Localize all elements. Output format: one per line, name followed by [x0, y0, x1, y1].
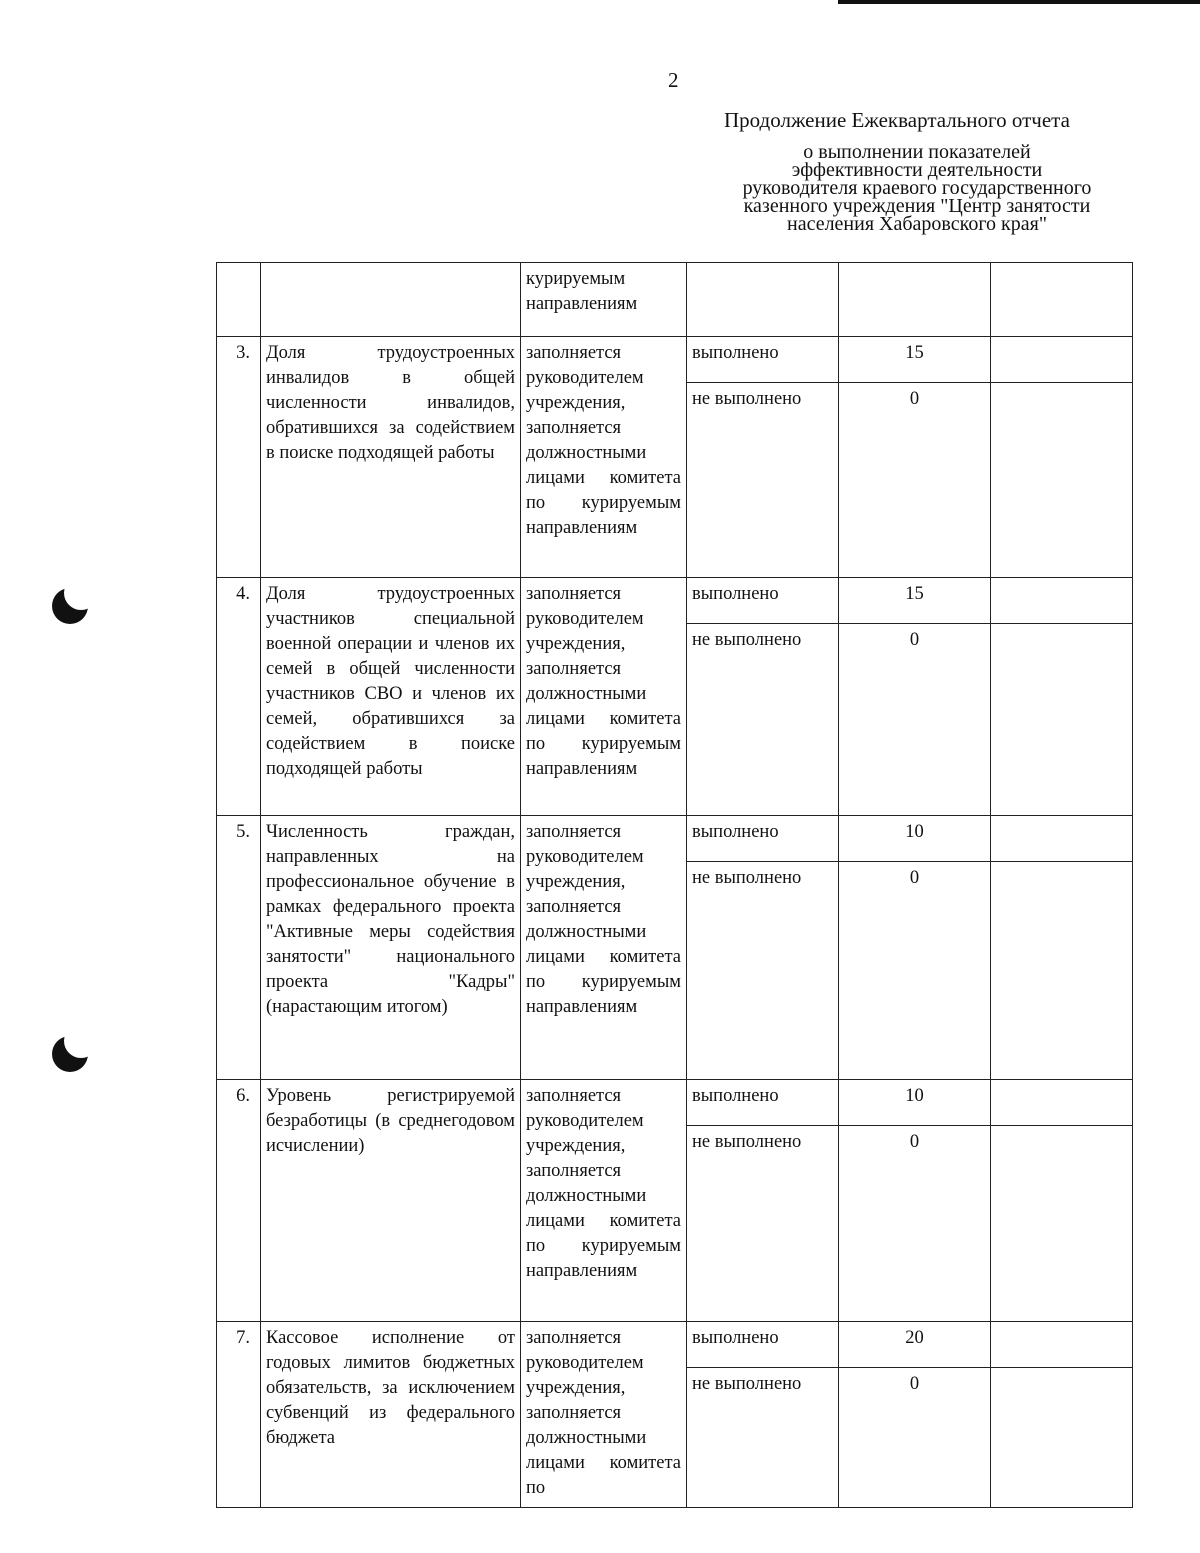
cell-empty: [991, 816, 1133, 862]
row-number: 3.: [217, 337, 261, 578]
row-number: 4.: [217, 578, 261, 816]
score-done: 10: [839, 1080, 991, 1126]
cell-empty: [991, 624, 1133, 816]
cell-empty: [991, 383, 1133, 578]
cell-empty: [991, 1080, 1133, 1126]
indicator-name: Доля трудоустроенных участников специальной военной операции и членов их семей в общей численности участников СВО и членов их семей, обратившихся за содействием в поиске подходящей работы: [261, 578, 521, 816]
cell-name: [261, 263, 521, 337]
cell-status: [687, 263, 839, 337]
table-row-continued: [217, 263, 1133, 337]
status-done: выполнено: [687, 816, 839, 862]
indicator-name: Кассовое исполнение от годовых лимитов бюджетных обязательств, за исключением субвенций из федерального бюджета: [261, 1322, 521, 1508]
cell-empty: [991, 263, 1133, 337]
page-number: 2: [668, 68, 679, 92]
fill-responsibility: заполняется руководителем учреждения, заполняется должностными лицами комитета по курируемым направлениям: [521, 578, 687, 816]
score-done: 15: [839, 337, 991, 383]
cell-empty: [991, 578, 1133, 624]
table-row: [217, 1322, 1133, 1368]
table-row: [217, 337, 1133, 383]
table-row: [217, 578, 1133, 624]
cell-empty: [991, 1322, 1133, 1368]
fill-responsibility: заполняется руководителем учреждения, заполняется должностными лицами комитета по: [521, 1322, 687, 1508]
subtitle-line: о выполнении показателей: [803, 141, 1031, 163]
score-done: 15: [839, 578, 991, 624]
status-not-done: не выполнено: [687, 1368, 839, 1508]
row-number: 6.: [217, 1080, 261, 1322]
status-not-done: не выполнено: [687, 624, 839, 816]
punch-hole-bottom: [52, 1036, 88, 1072]
cell-score: [839, 263, 991, 337]
score-not-done: 0: [839, 383, 991, 578]
indicator-name: Численность граждан, направленных на профессиональное обучение в рамках федерального проекта "Активные меры содействия занятости" национального проекта "Кадры" (нарастающим итогом): [261, 816, 521, 1080]
status-not-done: не выполнено: [687, 1126, 839, 1322]
indicator-name: Доля трудоустроенных инвалидов в общей численности инвалидов, обратившихся за содействием в поиске подходящей работы: [261, 337, 521, 578]
score-not-done: 0: [839, 624, 991, 816]
fill-responsibility: заполняется руководителем учреждения, заполняется должностными лицами комитета по курируемым направлениям: [521, 1080, 687, 1322]
cell-empty: [991, 1368, 1133, 1508]
status-done: выполнено: [687, 1322, 839, 1368]
score-not-done: 0: [839, 1368, 991, 1508]
subtitle-line: населения Хабаровского края": [787, 213, 1047, 235]
score-not-done: 0: [839, 862, 991, 1080]
subtitle-line: казенного учреждения "Центр занятости: [743, 195, 1091, 217]
row-number: 5.: [217, 816, 261, 1080]
cell-empty: [991, 1126, 1133, 1322]
indicators-table: [216, 262, 1133, 1508]
score-done: 10: [839, 816, 991, 862]
indicator-name: Уровень регистрируемой безработицы (в среднегодовом исчислении): [261, 1080, 521, 1322]
fill-responsibility: заполняется руководителем учреждения, заполняется должностными лицами комитета по курируемым направлениям: [521, 337, 687, 578]
report-title: Продолжение Ежеквартального отчета: [724, 108, 1070, 132]
cell-empty: [991, 337, 1133, 383]
row-number: 7.: [217, 1322, 261, 1508]
report-subtitle: [700, 143, 1134, 233]
status-done: выполнено: [687, 337, 839, 383]
score-done: 20: [839, 1322, 991, 1368]
subtitle-line: эффективности деятельности: [791, 159, 1043, 181]
cell-empty: [991, 862, 1133, 1080]
scan-edge-line: [838, 0, 1200, 4]
cell-num: [217, 263, 261, 337]
fill-responsibility: заполняется руководителем учреждения, заполняется должностными лицами комитета по курируемым направлениям: [521, 816, 687, 1080]
subtitle-line: руководителя краевого государственного: [742, 177, 1092, 199]
status-not-done: не выполнено: [687, 862, 839, 1080]
table-row: [217, 1080, 1133, 1126]
table-row: [217, 816, 1133, 862]
status-done: выполнено: [687, 1080, 839, 1126]
punch-hole-top: [52, 588, 88, 624]
status-not-done: не выполнено: [687, 383, 839, 578]
score-not-done: 0: [839, 1126, 991, 1322]
status-done: выполнено: [687, 578, 839, 624]
cell-fill: курируемым направлениям: [521, 263, 687, 337]
